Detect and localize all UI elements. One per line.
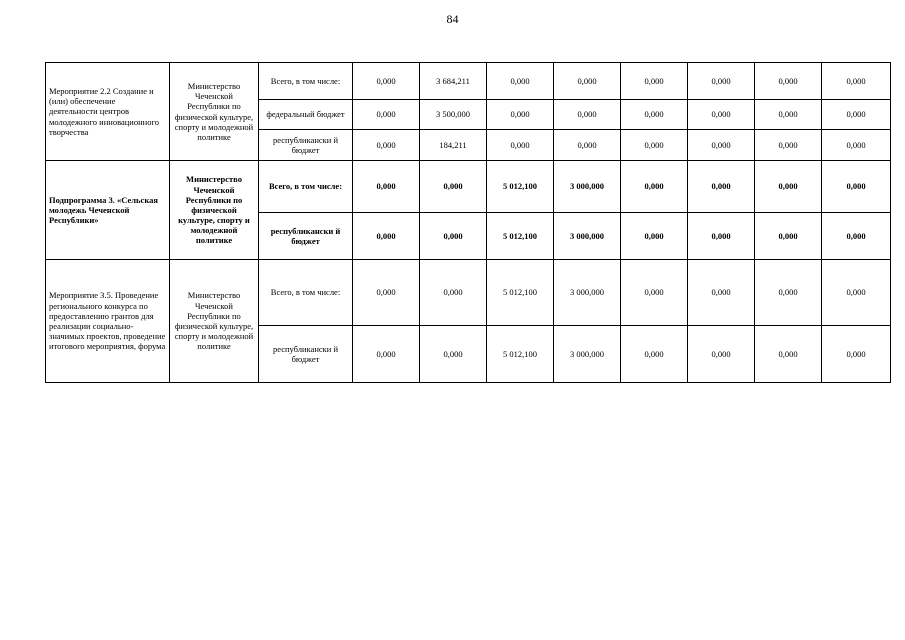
amount-cell: 0,000	[822, 213, 891, 260]
table-row	[46, 161, 891, 213]
amount-cell: 0,000	[755, 213, 822, 260]
page-number: 84	[446, 12, 459, 26]
amount-cell: 5 012,100	[487, 326, 554, 383]
funding-source-cell: Всего, в том числе:	[259, 161, 353, 213]
amount-cell: 0,000	[822, 161, 891, 213]
funding-source-cell: республикански й бюджет	[259, 130, 353, 161]
table-row	[46, 260, 891, 326]
amount-cell: 0,000	[755, 63, 822, 100]
amount-cell: 0,000	[688, 213, 755, 260]
amount-cell: 0,000	[688, 63, 755, 100]
amount-cell: 0,000	[420, 326, 487, 383]
amount-cell: 0,000	[755, 260, 822, 326]
amount-cell: 0,000	[688, 130, 755, 161]
amount-cell: 0,000	[755, 100, 822, 130]
program-name-cell: Подпрограмма 3. «Сельская молодежь Чеченской Республики»	[46, 161, 170, 260]
amount-cell: 0,000	[621, 326, 688, 383]
amount-cell: 0,000	[621, 213, 688, 260]
amount-cell: 0,000	[688, 161, 755, 213]
amount-cell: 0,000	[621, 100, 688, 130]
amount-cell: 0,000	[353, 213, 420, 260]
amount-cell: 0,000	[822, 130, 891, 161]
amount-cell: 0,000	[420, 260, 487, 326]
amount-cell: 0,000	[554, 63, 621, 100]
amount-cell: 0,000	[755, 326, 822, 383]
funding-source-cell: Всего, в том числе:	[259, 260, 353, 326]
amount-cell: 5 012,100	[487, 161, 554, 213]
amount-cell: 5 012,100	[487, 260, 554, 326]
amount-cell: 0,000	[353, 130, 420, 161]
executor-cell: Министерство Чеченской Республики по физической культуре, спорту и молодежной политике	[170, 161, 259, 260]
amount-cell: 3 000,000	[554, 161, 621, 213]
amount-cell: 184,211	[420, 130, 487, 161]
amount-cell: 0,000	[688, 326, 755, 383]
funding-source-cell: республикански й бюджет	[259, 326, 353, 383]
amount-cell: 0,000	[353, 100, 420, 130]
amount-cell: 3 000,000	[554, 260, 621, 326]
amount-cell: 0,000	[621, 130, 688, 161]
amount-cell: 3 500,000	[420, 100, 487, 130]
amount-cell: 0,000	[353, 63, 420, 100]
amount-cell: 3 000,000	[554, 213, 621, 260]
budget-table	[45, 62, 891, 383]
amount-cell: 0,000	[621, 260, 688, 326]
executor-cell: Министерство Чеченской Республики по физической культуре, спорту и молодежной политике	[170, 63, 259, 161]
funding-source-cell: федеральный бюджет	[259, 100, 353, 130]
program-name-cell: Мероприятие 3.5. Проведение регионального конкурса по предоставлению грантов для реализации социально-значимых проектов, проведение итогового мероприятия, форума	[46, 260, 170, 383]
amount-cell: 0,000	[353, 326, 420, 383]
amount-cell: 0,000	[487, 63, 554, 100]
amount-cell: 0,000	[755, 130, 822, 161]
amount-cell: 0,000	[487, 100, 554, 130]
amount-cell: 0,000	[420, 161, 487, 213]
amount-cell: 0,000	[822, 326, 891, 383]
amount-cell: 0,000	[822, 63, 891, 100]
amount-cell: 0,000	[554, 100, 621, 130]
amount-cell: 0,000	[755, 161, 822, 213]
executor-cell: Министерство Чеченской Республики по физической культуре, спорту и молодежной политике	[170, 260, 259, 383]
amount-cell: 3 000,000	[554, 326, 621, 383]
amount-cell: 0,000	[487, 130, 554, 161]
amount-cell: 0,000	[822, 100, 891, 130]
amount-cell: 0,000	[688, 100, 755, 130]
amount-cell: 0,000	[554, 130, 621, 161]
funding-source-cell: Всего, в том числе:	[259, 63, 353, 100]
amount-cell: 0,000	[353, 260, 420, 326]
amount-cell: 0,000	[420, 213, 487, 260]
amount-cell: 5 012,100	[487, 213, 554, 260]
amount-cell: 3 684,211	[420, 63, 487, 100]
funding-source-cell: республикански й бюджет	[259, 213, 353, 260]
amount-cell: 0,000	[688, 260, 755, 326]
amount-cell: 0,000	[621, 63, 688, 100]
amount-cell: 0,000	[822, 260, 891, 326]
amount-cell: 0,000	[621, 161, 688, 213]
table-body	[46, 63, 891, 383]
program-name-cell: Мероприятие 2.2 Создание и (или) обеспечение деятельности центров молодежного инновационного творчества	[46, 63, 170, 161]
amount-cell: 0,000	[353, 161, 420, 213]
table-row	[46, 63, 891, 100]
